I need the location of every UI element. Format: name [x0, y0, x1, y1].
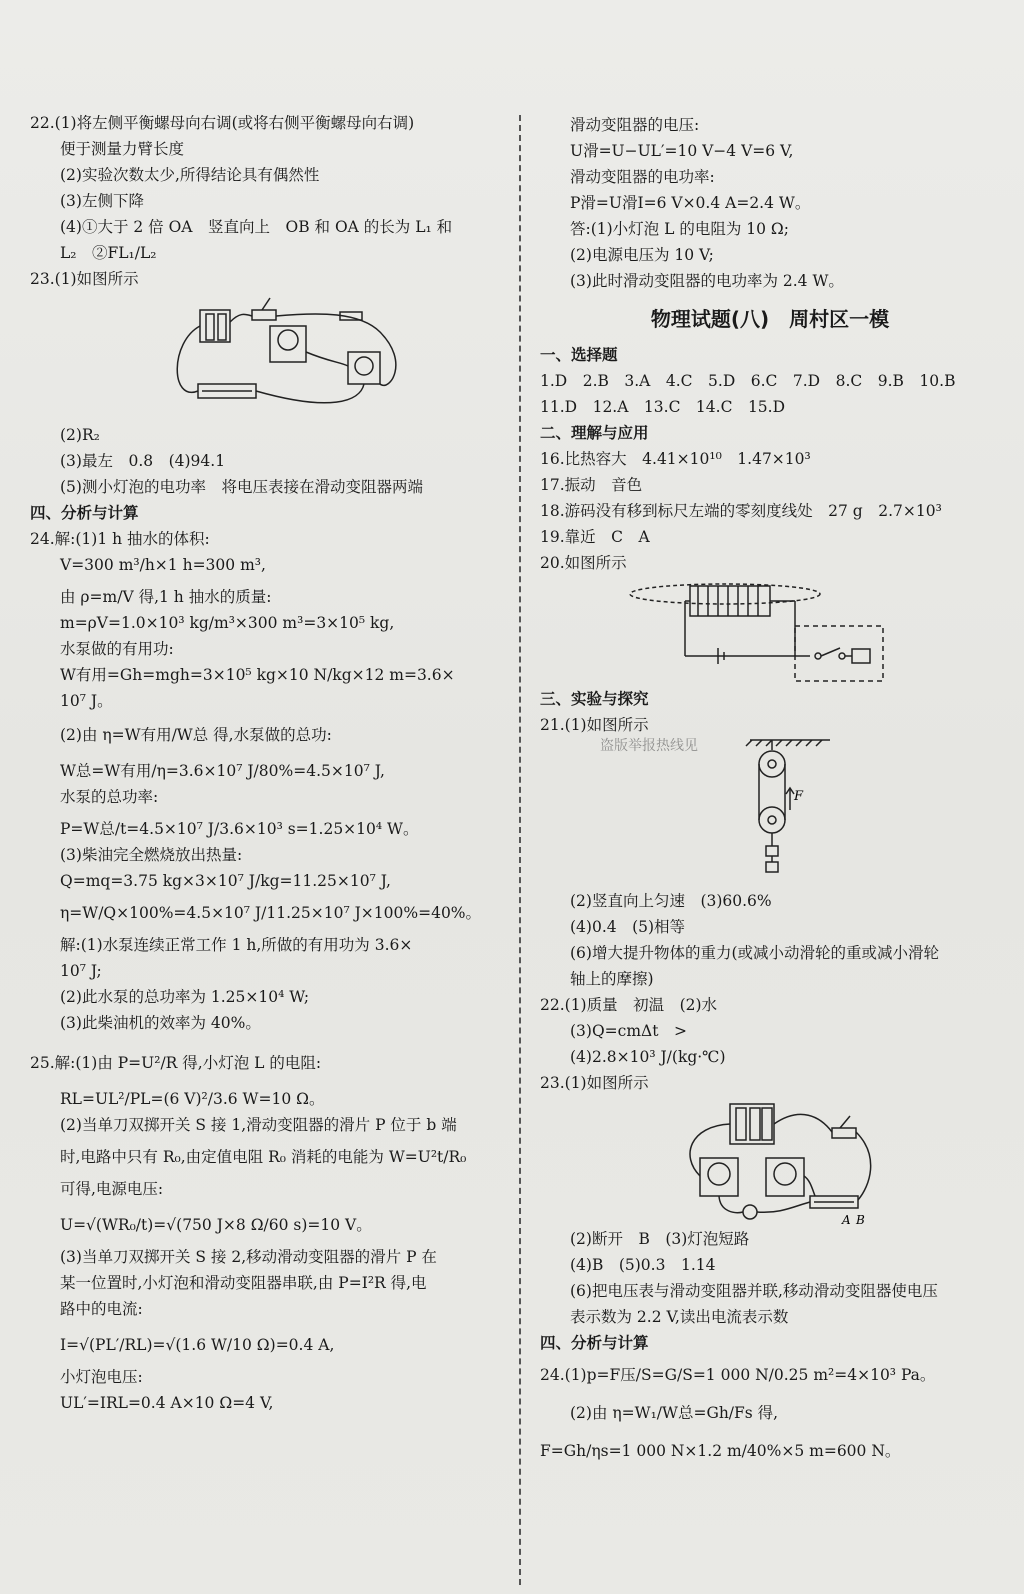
q22-line: (3)左侧下降 [60, 192, 144, 210]
q25-line: 路中的电流: [60, 1300, 143, 1318]
q24-line: 10⁷ J。 [60, 692, 113, 710]
electromagnet-figure [540, 576, 1000, 686]
watermark: 盗版举报热线见 [600, 738, 698, 754]
answer-line: (2)电源电压为 10 V; [570, 246, 714, 264]
q25-line: 小灯泡电压: [60, 1368, 143, 1386]
answer-line: 表示数为 2.2 V,读出电流表示数 [570, 1308, 789, 1326]
q25-line: 某一位置时,小灯泡和滑动变阻器串联,由 P=I²R 得,电 [60, 1274, 427, 1292]
answer-line: P滑=U滑I=6 V×0.4 A=2.4 W。 [570, 194, 811, 212]
answer-line: 23.(1)如图所示 [540, 1074, 649, 1092]
section-heading: 三、实验与探究 [540, 690, 649, 708]
force-label: F [794, 789, 804, 804]
circuit-figure-left [30, 292, 500, 422]
section-heading: 一、选择题 [540, 346, 618, 364]
answer-line: 1.D 2.B 3.A 4.C 5.D 6.C 7.D 8.C 9.B 10.B [540, 372, 956, 390]
q24-line: 解:(1)水泵连续正常工作 1 h,所做的有用功为 3.6× [60, 936, 413, 954]
q25-line: 可得,电源电压: [60, 1180, 164, 1198]
q24-line: 24.解:(1)1 h 抽水的体积: [30, 530, 210, 548]
q22-line: 便于测量力臂长度 [60, 140, 185, 158]
q24-line: P=W总/t=4.5×10⁷ J/3.6×10³ s=1.25×10⁴ W。 [60, 820, 419, 838]
q22-line: 22.(1)将左侧平衡螺母向右调(或将右侧平衡螺母向右调) [30, 114, 415, 132]
q24-line: Q=mq=3.75 kg×3×10⁷ J/kg=11.25×10⁷ J, [60, 872, 391, 890]
q25-line: (3)当单刀双掷开关 S 接 2,移动滑动变阻器的滑片 P 在 [60, 1248, 437, 1266]
exam-title: 物理试题(八) 周村区一模 [650, 307, 890, 331]
left-column [30, 110, 500, 1416]
q22-line: (4)①大于 2 倍 OA 竖直向上 OB 和 OA 的长为 L₁ 和 [60, 218, 453, 236]
q24-line: η=W/Q×100%=4.5×10⁷ J/11.25×10⁷ J×100%=40%。 [60, 904, 482, 922]
q24-line: (3)柴油完全燃烧放出热量: [60, 846, 243, 864]
answer-line: (6)增大提升物体的重力(或减小动滑轮的重或减小滑轮 [570, 944, 940, 962]
q22-line: L₂ ②FL₁/L₂ [60, 244, 157, 262]
q22-line: (2)实验次数太少,所得结论具有偶然性 [60, 166, 320, 184]
terminal-a-label: A [842, 1213, 851, 1226]
q23-line: (3)最左 0.8 (4)94.1 [60, 452, 226, 470]
answer-line: 16.比热容大 4.41×10¹⁰ 1.47×10³ [540, 450, 811, 468]
answer-line: 24.(1)p=F压/S=G/S=1 000 N/0.25 m²=4×10³ Pa。 [540, 1366, 936, 1384]
answer-line: 滑动变阻器的电压: [570, 116, 700, 134]
q23-head: 23.(1)如图所示 [30, 270, 139, 288]
answer-line: 11.D 12.A 13.C 14.C 15.D [540, 398, 786, 416]
q25-line: 25.解:(1)由 P=U²/R 得,小灯泡 L 的电阻: [30, 1054, 322, 1072]
section-heading: 四、分析与计算 [540, 1334, 649, 1352]
section-heading: 四、分析与计算 [30, 504, 139, 522]
answer-line: 22.(1)质量 初温 (2)水 [540, 996, 718, 1014]
q23-line: (2)R₂ [60, 426, 100, 444]
circuit-figure-right [540, 1096, 1000, 1226]
q23-line: (5)测小灯泡的电功率 将电压表接在滑动变阻器两端 [60, 478, 423, 496]
q24-line: W有用=Gh=mgh=3×10⁵ kg×10 N/kg×12 m=3.6× [60, 666, 455, 684]
answer-line: 17.振动 音色 [540, 476, 643, 494]
answer-line: U滑=U−UL′=10 V−4 V=6 V, [570, 142, 794, 160]
answer-line: 答:(1)小灯泡 L 的电阻为 10 Ω; [570, 220, 789, 238]
answer-line: (3)Q=cmΔt > [570, 1022, 687, 1040]
answer-line: F=Gh/ηs=1 000 N×1.2 m/40%×5 m=600 N。 [540, 1442, 901, 1460]
q24-line: (3)此柴油机的效率为 40%。 [60, 1014, 261, 1032]
answer-line: (2)竖直向上匀速 (3)60.6% [570, 892, 772, 910]
q24-line: 水泵做的有用功: [60, 640, 174, 658]
pulley-figure [540, 738, 1000, 888]
section-heading: 二、理解与应用 [540, 424, 649, 442]
answer-line: 19.靠近 C A [540, 528, 650, 546]
column-divider [519, 115, 521, 1585]
answer-line: 21.(1)如图所示 [540, 716, 649, 734]
q24-line: 由 ρ=m/V 得,1 h 抽水的质量: [60, 588, 272, 606]
answer-line: (2)由 η=W₁/W总=Gh/Fs 得, [570, 1404, 779, 1422]
answer-line: (6)把电压表与滑动变阻器并联,移动滑动变阻器使电压 [570, 1282, 938, 1300]
q25-line: (2)当单刀双掷开关 S 接 1,滑动变阻器的滑片 P 位于 b 端 [60, 1116, 457, 1134]
answer-line: 18.游码没有移到标尺左端的零刻度线处 27 g 2.7×10³ [540, 502, 942, 520]
q24-line: 10⁷ J; [60, 962, 102, 980]
q25-line: U=√(WR₀/t)=√(750 J×8 Ω/60 s)=10 V。 [60, 1216, 372, 1234]
q24-line: (2)此水泵的总功率为 1.25×10⁴ W; [60, 988, 310, 1006]
q25-line: 时,电路中只有 R₀,由定值电阻 R₀ 消耗的电能为 W=U²t/R₀ [60, 1148, 467, 1166]
q24-line: V=300 m³/h×1 h=300 m³, [60, 556, 266, 574]
q25-line: RL=UL²/PL=(6 V)²/3.6 W=10 Ω。 [60, 1090, 325, 1108]
q24-line: (2)由 η=W有用/W总 得,水泵做的总功: [60, 726, 332, 744]
q24-line: m=ρV=1.0×10³ kg/m³×300 m³=3×10⁵ kg, [60, 614, 395, 632]
answer-line: (3)此时滑动变阻器的电功率为 2.4 W。 [570, 272, 844, 290]
q25-line: I=√(PL′/RL)=√(1.6 W/10 Ω)=0.4 A, [60, 1336, 335, 1354]
answer-line: 轴上的摩擦) [570, 970, 654, 988]
answer-line: (4)0.4 (5)相等 [570, 918, 686, 936]
answer-line: (2)断开 B (3)灯泡短路 [570, 1230, 750, 1248]
right-column [540, 112, 1000, 1464]
q24-line: 水泵的总功率: [60, 788, 159, 806]
answer-line: 滑动变阻器的电功率: [570, 168, 715, 186]
terminal-b-label: B [856, 1213, 865, 1226]
q24-line: W总=W有用/η=3.6×10⁷ J/80%=4.5×10⁷ J, [60, 762, 385, 780]
answer-line: (4)2.8×10³ J/(kg·℃) [570, 1048, 726, 1066]
answer-line: (4)B (5)0.3 1.14 [570, 1256, 716, 1274]
q25-line: UL′=IRL=0.4 A×10 Ω=4 V, [60, 1394, 274, 1412]
answer-line: 20.如图所示 [540, 554, 627, 572]
